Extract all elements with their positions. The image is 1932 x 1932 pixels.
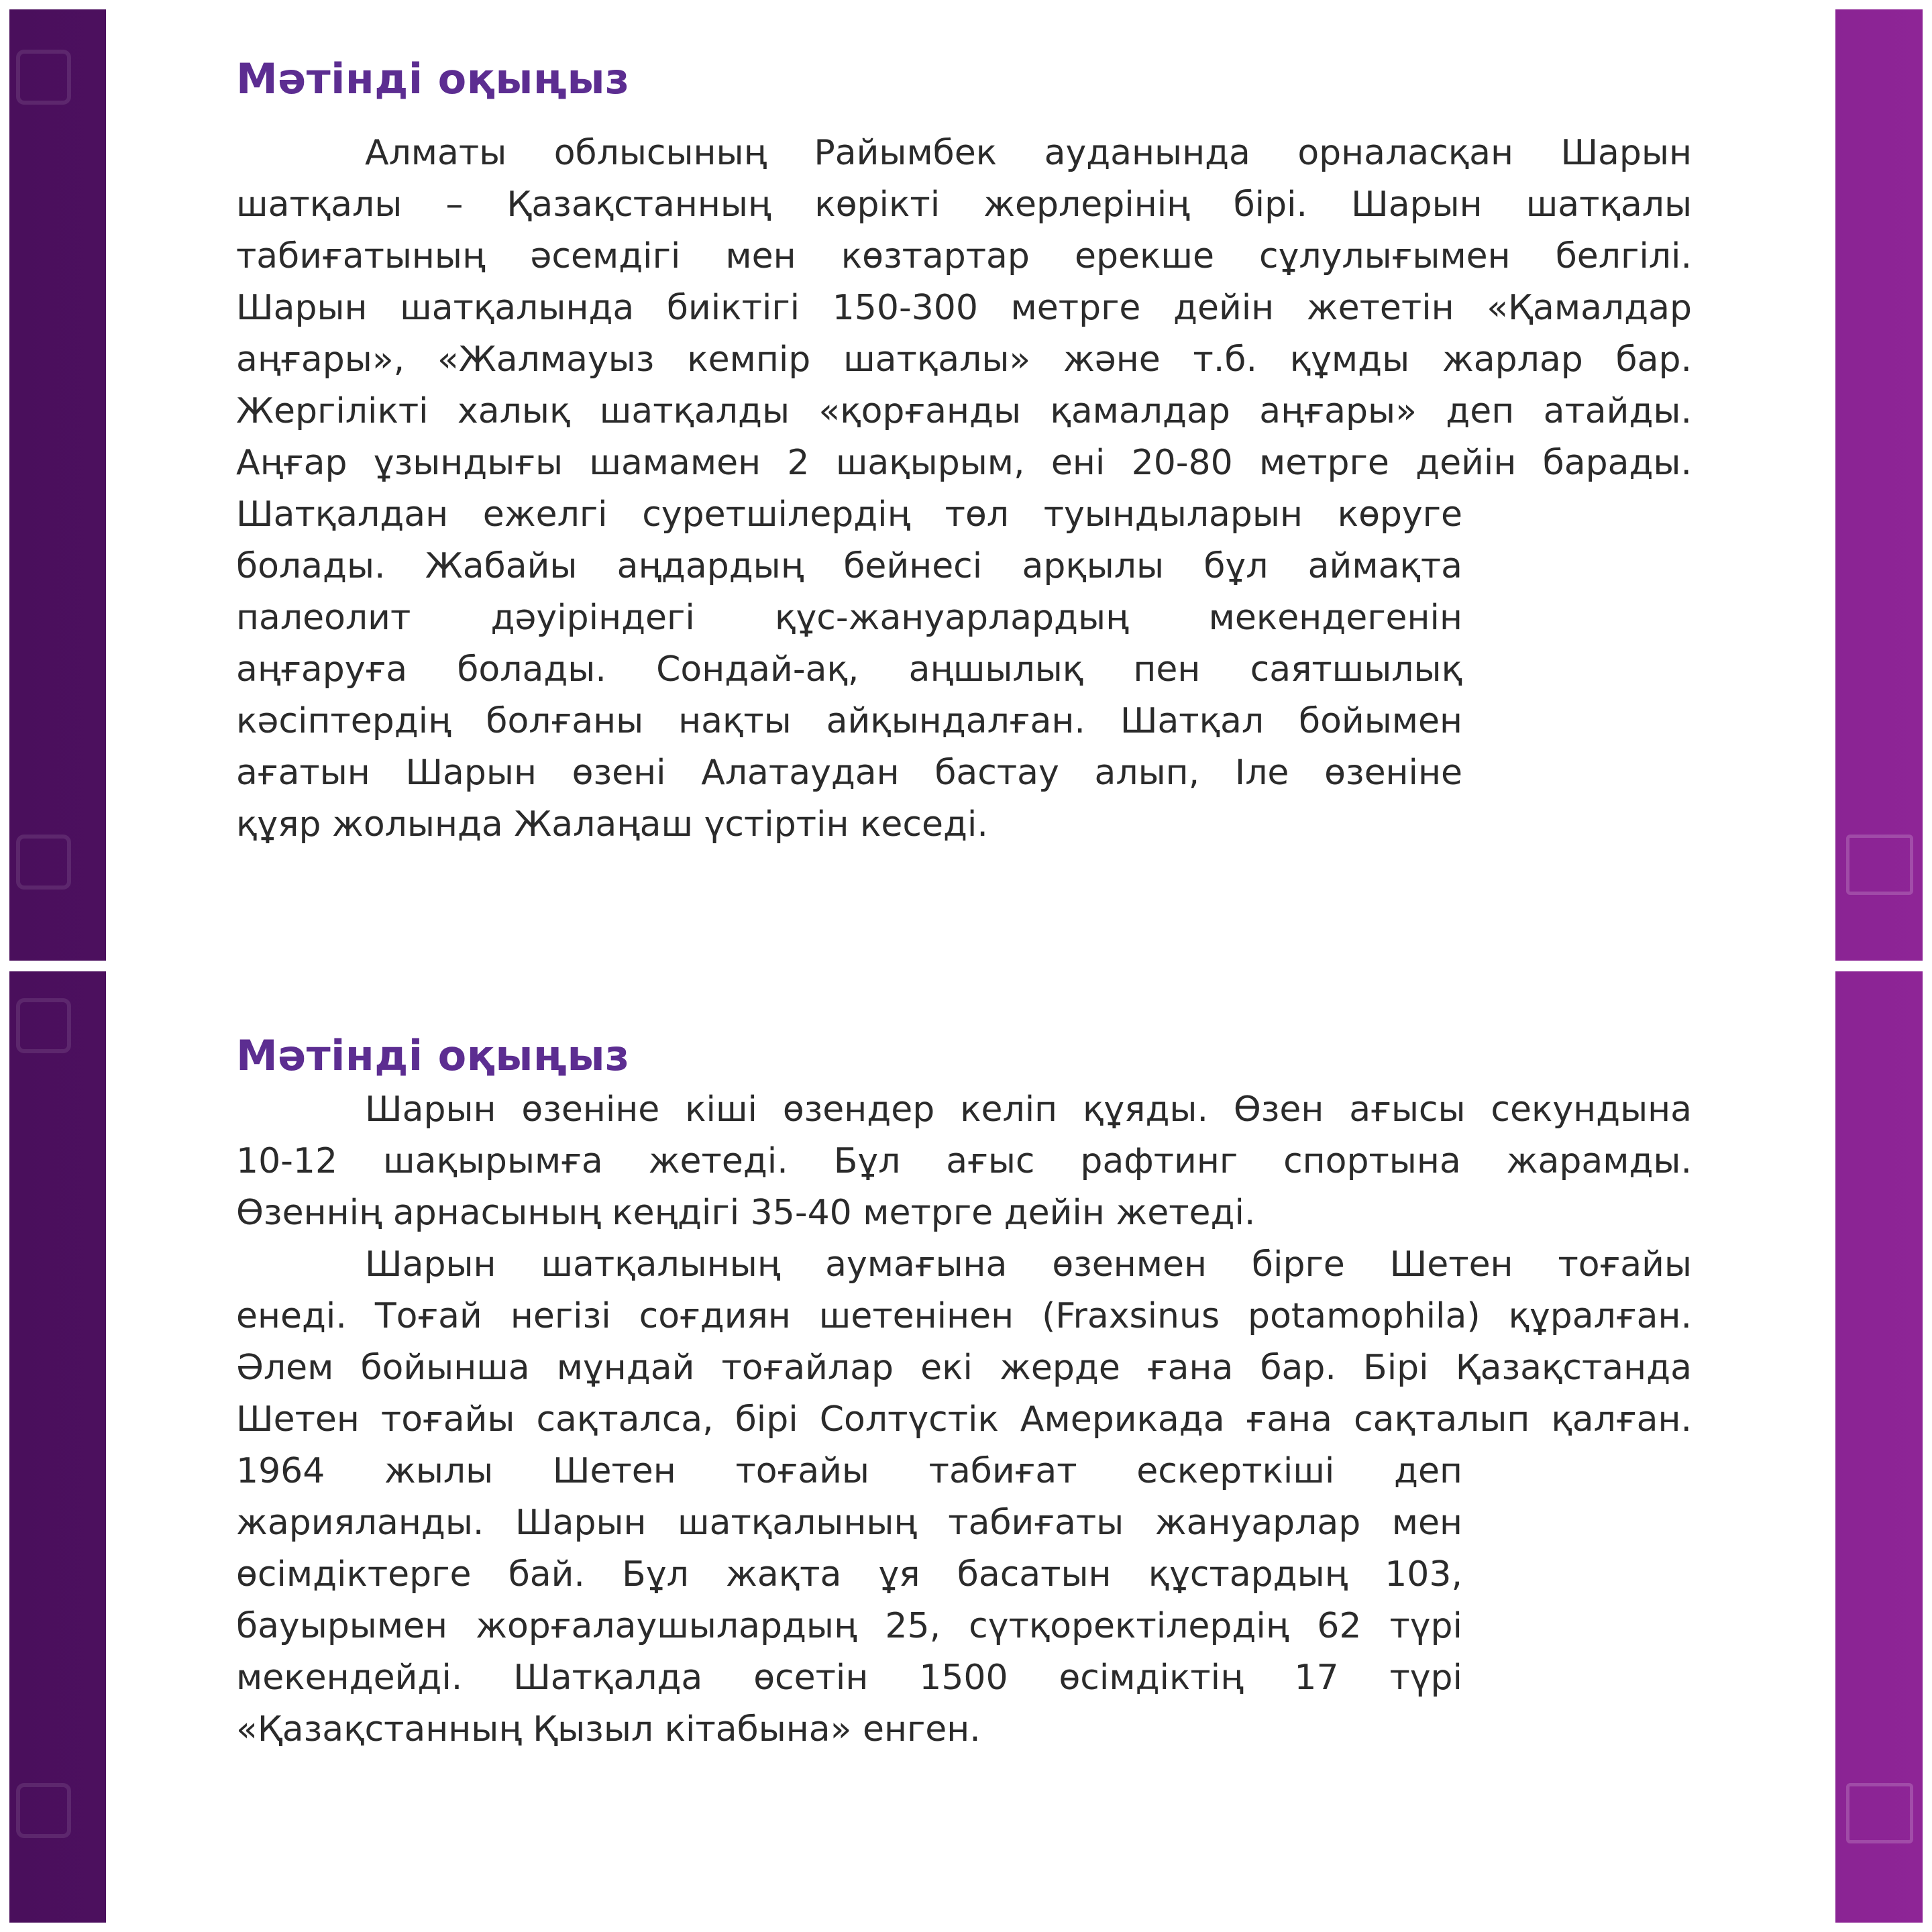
text-line: Шарын шатқалында биіктігі 150-300 метрге дейін жететін «Қамалдар [236, 288, 1692, 328]
text-line: аңғары», «Жалмауыз кемпір шатқалы» және т.б. құмды жарлар бар. [236, 339, 1692, 380]
text-line: шатқалы – Қазақстанның көрікті жерлерінің бірі. Шарын шатқалы [236, 184, 1692, 225]
text-block [236, 1084, 1692, 1756]
text-line: Шарын шатқалының аумағына өзенмен бірге Шетен тоғайы [365, 1244, 1692, 1285]
text-line: аңғаруға болады. Сондай-ақ, аңшылық пен саятшылық [236, 649, 1462, 690]
presentation-icon [1846, 835, 1913, 895]
slide-frame-top [9, 9, 1923, 961]
text-line: 10-12 шақырымға жетеді. Бұл ағыс рафтинг спортына жарамды. [236, 1141, 1692, 1181]
text-line: Алматы облысының Райымбек ауданында орналасқан Шарын [365, 133, 1692, 173]
text-line: Шарын өзеніне кіші өзендер келіп құяды. Өзен ағысы секундына [365, 1089, 1692, 1130]
text-line: мекендейді. Шатқалда өсетін 1500 өсімдіктің 17 түрі [236, 1658, 1462, 1698]
text-block [236, 127, 1692, 851]
text-line: болады. Жабайы аңдардың бейнесі арқылы бұл аймақта [236, 546, 1462, 586]
text-line: Шатқалдан ежелгі суретшілердің төл туындыларын көруге [236, 494, 1462, 535]
text-line: 1964 жылы Шетен тоғайы табиғат ескерткіші деп [236, 1451, 1462, 1491]
presentation-icon [1846, 1783, 1913, 1843]
text-line: Шетен тоғайы сақталса, бірі Солтүстік Америкада ғана сақталып қалған. [236, 1399, 1692, 1440]
slide-heading: Мәтінді оқыңыз [236, 1031, 630, 1080]
text-line: енеді. Тоғай негізі соғдиян шетенінен (Fraxsinus potamophila) құралған. [236, 1296, 1692, 1336]
text-line: өсімдіктерге бай. Бұл жақта ұя басатын құстардың 103, [236, 1554, 1462, 1595]
text-line: палеолит дәуіріндегі құс-жануарлардың мекендегенін [236, 598, 1462, 638]
text-line: ағатын Шарын өзені Алатаудан бастау алып, Іле өзеніне [236, 753, 1462, 793]
text-line: Өзеннің арнасының кеңдігі 35-40 метрге дейін жетеді. [236, 1193, 1256, 1233]
slide-frame-bottom [9, 971, 1923, 1923]
text-line: жарияланды. Шарын шатқалының табиғаты жануарлар мен [236, 1503, 1462, 1543]
text-line: «Қазақстанның Қызыл кітабына» енген. [236, 1709, 981, 1750]
text-line: кәсіптердің болғаны нақты айқындалған. Шатқал бойымен [236, 701, 1462, 741]
decorative-shape [16, 998, 71, 1053]
text-line: Аңғар ұзындығы шамамен 2 шақырым, ені 20-80 метрге дейін барады. [236, 443, 1692, 483]
text-line: бауырымен жорғалаушылардың 25, сүтқоректілердің 62 түрі [236, 1606, 1462, 1646]
slide-top [106, 9, 1835, 961]
decorative-shape [16, 1783, 71, 1838]
slide-bottom [106, 971, 1835, 1923]
decorative-shape [16, 835, 71, 890]
text-line: Әлем бойынша мұндай тоғайлар екі жерде ғана бар. Бірі Қазақстанда [236, 1348, 1692, 1388]
text-line: табиғатының әсемдігі мен көзтартар ерекше сұлулығымен белгілі. [236, 236, 1692, 276]
decorative-shape [16, 50, 71, 105]
text-line: Жергілікті халық шатқалды «қорғанды қамалдар аңғары» деп атайды. [236, 391, 1692, 431]
slide-heading: Мәтінді оқыңыз [236, 54, 630, 103]
text-line: құяр жолында Жалаңаш үстіртін кеседі. [236, 804, 988, 845]
